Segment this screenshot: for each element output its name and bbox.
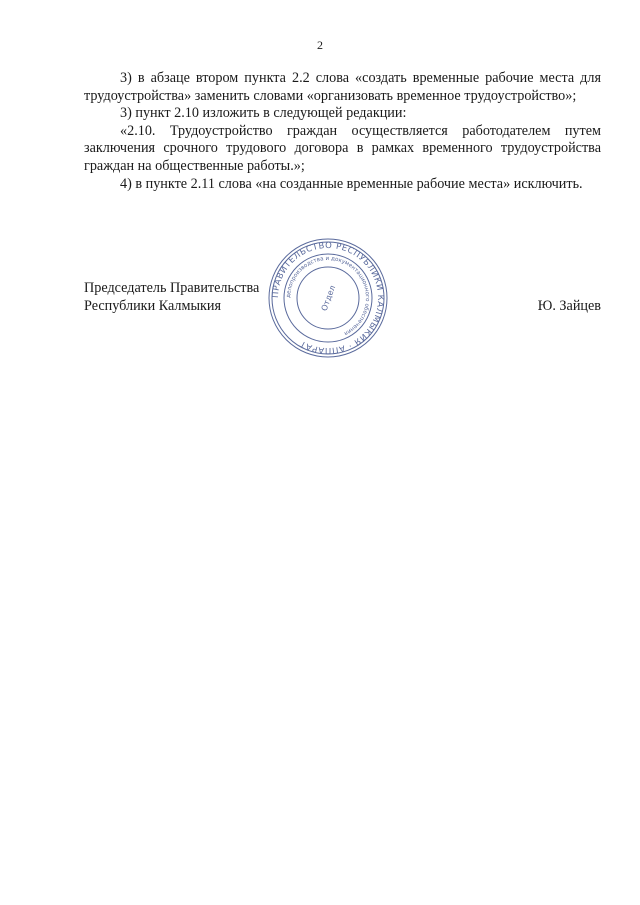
paragraph-3: «2.10. Трудоустройство граждан осуществляется работодателем путем заключения срочного трудового договора в рамках временного трудоустройства граждан на общественные работы.»; xyxy=(84,122,601,174)
signer-title xyxy=(84,280,259,315)
signer-title-line1: Председатель Правительства xyxy=(84,280,260,296)
seal-graphic xyxy=(267,237,389,359)
official-seal xyxy=(267,237,389,359)
page-number: 2 xyxy=(317,38,323,52)
seal-inner-text: делопроизводства и документационного обеспечения xyxy=(285,255,371,337)
seal-outer-text: ПРАВИТЕЛЬСТВО РЕСПУБЛИКИ КАЛМЫКИЯ · АППАРАТ xyxy=(269,239,387,357)
paragraph-1: 3) в абзаце втором пункта 2.2 слова «создать временные рабочие места для трудоустройства» заменить словами «организовать временное трудоустройство»; xyxy=(84,70,601,104)
paragraph-4: 4) в пункте 2.11 слова «на созданные временные рабочие места» исключить. xyxy=(120,175,583,192)
signer-name: Ю. Зайцев xyxy=(537,297,601,314)
seal-center-text: Отдел xyxy=(319,284,338,313)
paragraph-2: 3) пункт 2.10 изложить в следующей редакции: xyxy=(120,105,407,122)
document-body xyxy=(84,70,601,193)
signer-title-line2: Республики Калмыкия xyxy=(84,297,222,314)
